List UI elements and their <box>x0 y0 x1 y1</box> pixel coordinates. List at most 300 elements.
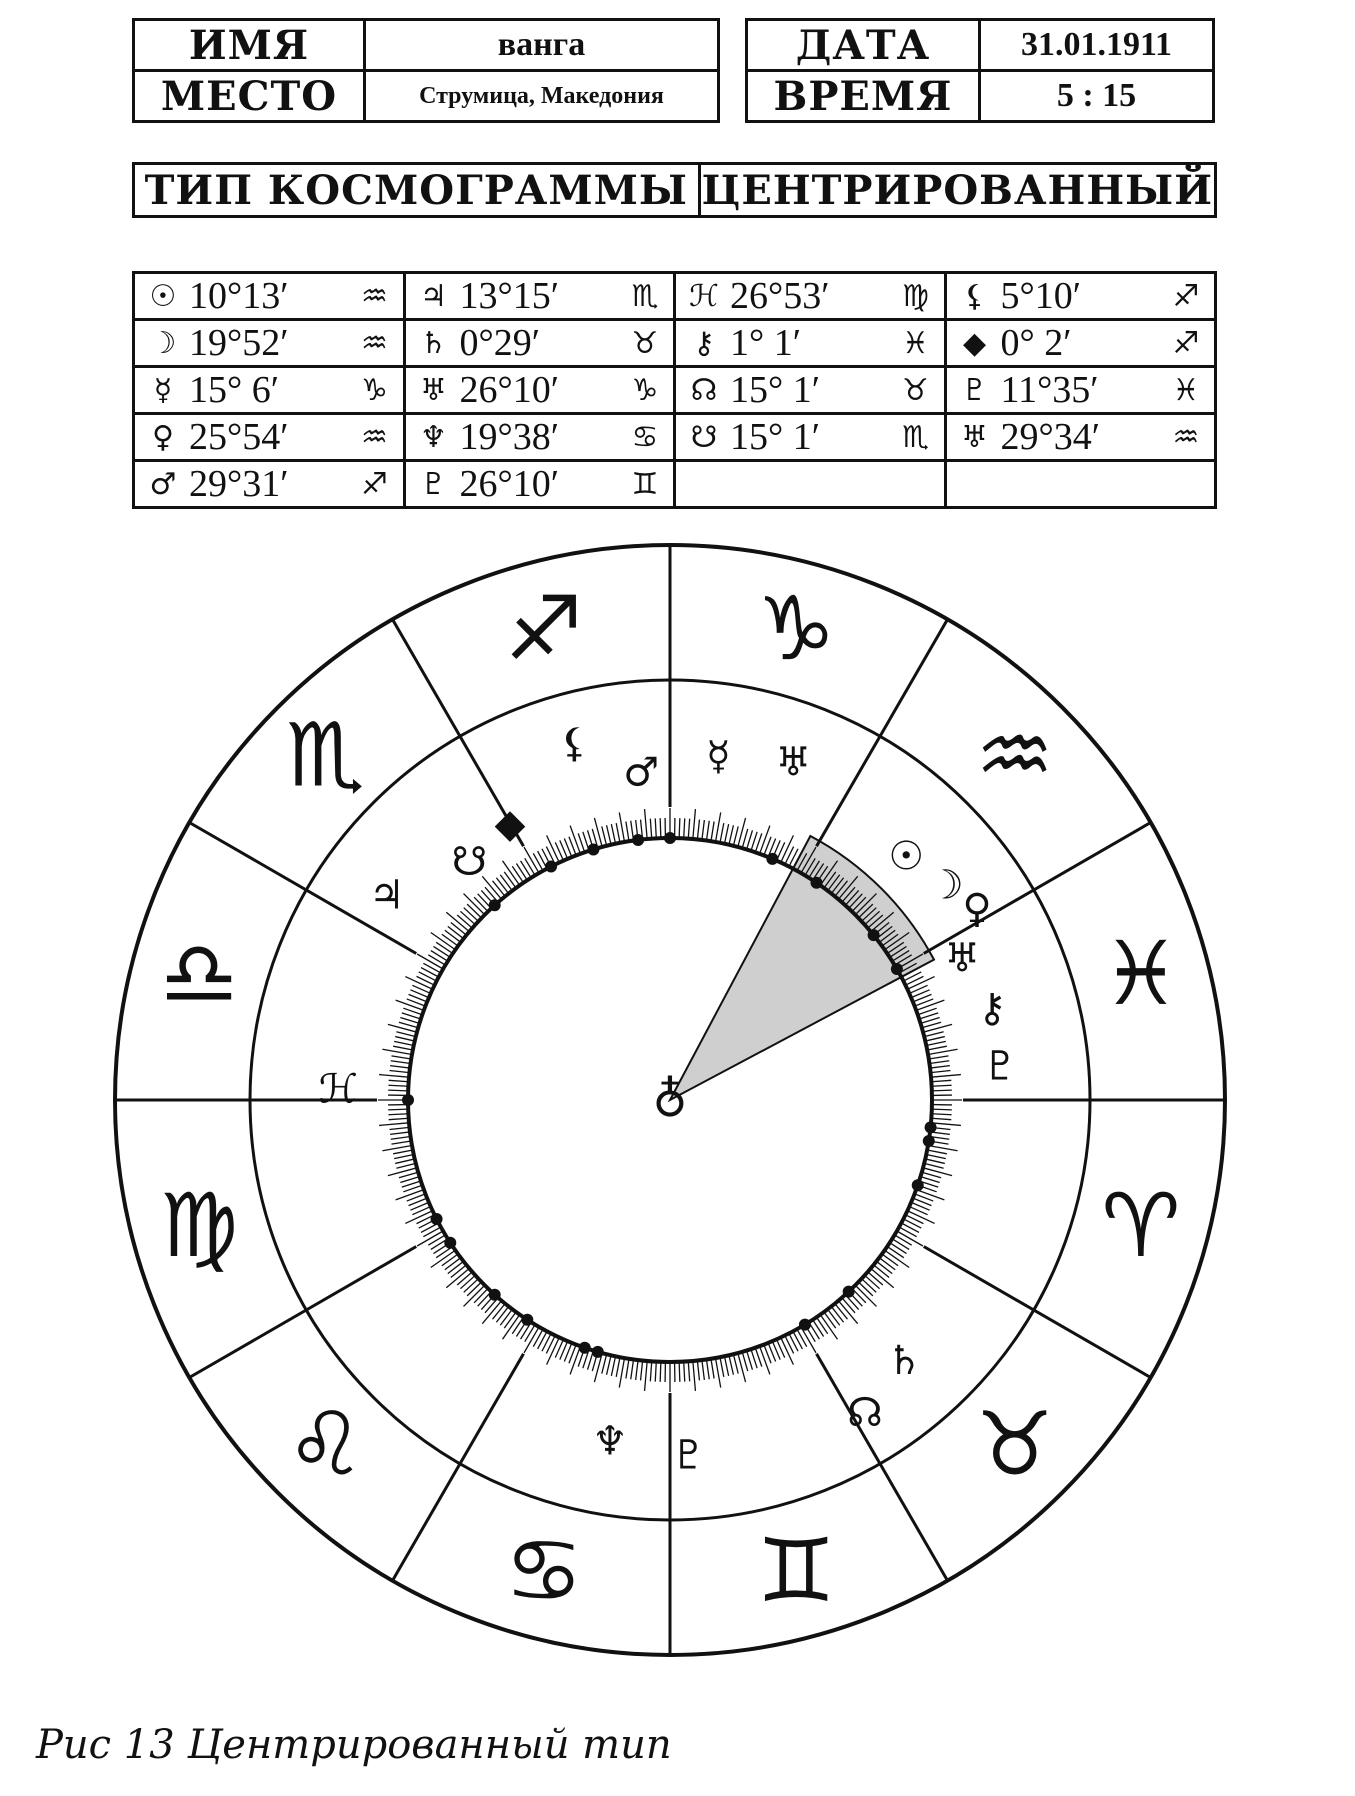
degree-tick <box>619 812 624 842</box>
degree-tick <box>702 820 704 840</box>
degree-tick <box>389 1118 409 1119</box>
north-node-icon: ☊ <box>847 1390 883 1437</box>
degree-tick <box>602 826 607 845</box>
degree-tick <box>611 1356 615 1376</box>
position-cell <box>404 320 675 367</box>
degree-tick <box>457 915 472 928</box>
degree-tick <box>388 1114 408 1115</box>
degree-tick <box>423 1227 440 1237</box>
proserpina-icon: ♇ <box>982 1043 1019 1090</box>
planet-dot <box>521 1314 533 1326</box>
planet-dot <box>925 1121 937 1133</box>
venus-icon: ♀ <box>962 886 992 933</box>
zodiac-sign-icon: ♊ <box>631 466 659 502</box>
planet-dot <box>843 1286 855 1298</box>
degree-tick <box>922 1172 941 1178</box>
degree-tick <box>390 1066 410 1068</box>
mercury-icon: ☿ <box>706 733 731 780</box>
degree-tick <box>729 1355 733 1374</box>
degree-tick <box>655 1362 656 1382</box>
degree-tick <box>876 1261 892 1273</box>
degree-tick <box>448 1261 464 1273</box>
position-degrees: 26°10′ <box>459 369 560 411</box>
degree-tick <box>616 1357 620 1377</box>
degree-tick <box>929 1056 949 1059</box>
degree-tick <box>405 1211 432 1224</box>
degree-tick <box>504 872 516 888</box>
degree-tick <box>442 1254 458 1266</box>
degree-tick <box>496 1306 508 1322</box>
degree-tick <box>419 972 437 981</box>
positions-row <box>134 414 1216 461</box>
zodiac-sign-icon: ♊ <box>756 1518 836 1622</box>
degree-tick <box>932 1114 952 1115</box>
degree-tick <box>895 1235 912 1245</box>
degree-tick <box>542 1333 551 1351</box>
position-degrees: 0° 2′ <box>1000 322 1072 364</box>
degree-tick <box>631 1359 634 1379</box>
degree-tick <box>899 1227 916 1237</box>
date-value: 31.01.1911 <box>980 20 1214 71</box>
zodiac-sign-icon: ♑ <box>361 372 388 408</box>
house-divider <box>817 619 948 846</box>
position-degrees: 26°53′ <box>730 275 830 317</box>
position-degrees: 15° 6′ <box>189 369 280 411</box>
degree-tick <box>431 951 448 962</box>
degree-tick <box>512 866 523 883</box>
degree-tick <box>433 946 450 957</box>
degree-tick <box>688 1361 689 1381</box>
time-value: 5 : 15 <box>980 71 1214 122</box>
degree-tick <box>395 1159 414 1163</box>
position-cell <box>675 414 946 461</box>
name-value: ванга <box>365 20 719 71</box>
cosmogram-wheel <box>100 540 1240 1680</box>
position-cell <box>404 367 675 414</box>
position-cell <box>945 273 1216 320</box>
degree-tick <box>390 1127 410 1129</box>
degree-tick <box>428 955 445 965</box>
lilith-icon: ⚸ <box>559 720 589 767</box>
cosmogram-type-value: ЦЕНТРИРОВАННЫЙ <box>699 164 1215 217</box>
degree-tick <box>645 1361 648 1391</box>
degree-tick <box>388 1085 408 1086</box>
positions-row <box>134 367 1216 414</box>
position-cell <box>945 320 1216 367</box>
position-cell <box>675 367 946 414</box>
zodiac-sign-icon: ♋ <box>504 1518 584 1622</box>
planet-glyph-icon: ℋ <box>689 278 719 314</box>
planet-glyph-icon: ☿ <box>153 372 173 408</box>
zodiac-sign-icon: ♉ <box>902 372 929 408</box>
planet-dot <box>489 1289 501 1301</box>
zodiac-sign-icon: ♒ <box>361 419 388 455</box>
mars-icon: ♂ <box>623 749 660 796</box>
zodiac-sign-icon: ♌ <box>285 1392 365 1496</box>
planet-glyph-icon: ♄ <box>420 325 447 361</box>
zodiac-sign-icon: ♑ <box>756 577 836 681</box>
degree-tick <box>907 1211 934 1224</box>
degree-tick <box>747 830 753 849</box>
jupiter-icon: ♃ <box>368 872 405 919</box>
planet-glyph-icon: ♅ <box>420 372 447 408</box>
position-degrees: 19°52′ <box>189 322 289 364</box>
degree-tick <box>760 826 770 854</box>
degree-tick <box>932 1085 952 1086</box>
degree-tick <box>733 1354 738 1373</box>
degree-tick <box>733 826 738 845</box>
degree-tick <box>460 1275 475 1288</box>
position-degrees: 15° 1′ <box>730 369 821 411</box>
zodiac-sign-icon: ♐ <box>361 466 388 502</box>
degree-tick <box>890 1243 907 1254</box>
degree-tick <box>423 963 440 973</box>
degree-tick <box>399 1022 418 1028</box>
degree-tick <box>474 897 488 911</box>
degree-tick <box>921 1177 940 1183</box>
planet-dot <box>632 834 644 846</box>
degree-tick <box>742 1352 748 1371</box>
degree-tick <box>747 1351 753 1370</box>
degree-tick <box>474 1288 488 1302</box>
planet-dot <box>587 843 599 855</box>
degree-tick <box>711 821 714 841</box>
degree-tick <box>697 820 699 840</box>
degree-tick <box>390 1132 410 1134</box>
degree-tick <box>500 875 512 891</box>
name-place-table <box>132 18 720 123</box>
degree-tick <box>570 826 580 854</box>
degree-tick <box>394 1154 414 1158</box>
zodiac-sign-icon: ♐ <box>504 577 584 681</box>
degree-tick <box>500 1309 512 1325</box>
planet-glyph-icon: ☽ <box>149 325 177 361</box>
hades-icon: ℋ <box>318 1066 358 1113</box>
degree-tick <box>442 934 458 946</box>
degree-tick <box>706 1359 709 1379</box>
position-cell <box>404 273 675 320</box>
zodiac-sign-icon: ♒ <box>1172 419 1200 455</box>
planet-glyph-icon: ♆ <box>420 419 447 455</box>
zodiac-sign-icon: ♉ <box>631 325 659 361</box>
degree-tick <box>679 818 680 838</box>
house-divider <box>817 1354 948 1581</box>
zodiac-sign-icon: ♈ <box>1101 1174 1181 1278</box>
degree-tick <box>391 1136 411 1139</box>
degree-tick <box>396 1163 415 1168</box>
degree-tick <box>724 824 728 844</box>
time-label: ВРЕМЯ <box>747 71 980 122</box>
degree-tick <box>879 1258 895 1270</box>
positions-row <box>134 320 1216 367</box>
degree-tick <box>619 1358 624 1388</box>
degree-tick <box>400 1177 419 1183</box>
degree-tick <box>858 1282 872 1296</box>
degree-tick <box>650 819 651 839</box>
planet-dot <box>402 1094 414 1106</box>
planet-glyph-icon: ◆ <box>962 325 987 361</box>
degree-tick <box>928 1049 958 1054</box>
position-degrees: 1° 1′ <box>730 322 802 364</box>
zodiac-sign-icon: ♏ <box>902 419 929 455</box>
degree-tick <box>388 1109 408 1110</box>
degree-tick <box>547 835 560 862</box>
planet-dot <box>489 899 501 911</box>
degree-tick <box>400 1018 419 1024</box>
degree-tick <box>641 1361 643 1381</box>
degree-tick <box>533 1329 543 1346</box>
degree-tick <box>460 911 475 924</box>
degree-tick <box>924 1032 943 1037</box>
degree-tick <box>399 1172 418 1178</box>
degree-tick <box>650 1361 651 1381</box>
degree-tick <box>835 1304 848 1320</box>
degree-tick <box>862 1279 877 1293</box>
degree-tick <box>428 1235 445 1245</box>
planet-dot <box>811 877 823 889</box>
figure-caption: Рис 13 Центрированный тип <box>36 1722 672 1768</box>
degree-tick <box>464 1279 479 1293</box>
degree-tick <box>813 1320 824 1337</box>
position-cell <box>675 320 946 367</box>
degree-tick <box>436 942 453 953</box>
degree-tick <box>925 1159 944 1163</box>
degree-tick <box>927 1150 947 1154</box>
degree-tick <box>925 1037 944 1041</box>
degree-tick <box>824 1312 836 1328</box>
planet-dot <box>923 1135 935 1147</box>
position-cell <box>134 320 405 367</box>
degree-tick <box>467 904 481 918</box>
degree-tick <box>817 1317 828 1334</box>
zodiac-sign-icon: ♑ <box>631 372 659 408</box>
zodiac-sign-icon: ♍ <box>159 1174 239 1278</box>
degree-tick <box>929 1061 949 1064</box>
uranus-icon: ♅ <box>775 739 812 786</box>
degree-tick <box>493 1304 506 1320</box>
planet-glyph-icon: ☊ <box>690 372 718 408</box>
degree-tick <box>926 1154 946 1158</box>
degree-tick <box>684 1362 685 1382</box>
degree-tick <box>655 818 656 838</box>
planet-dot <box>664 832 676 844</box>
position-cell <box>134 273 405 320</box>
degree-tick <box>828 1309 840 1325</box>
degree-tick <box>693 1361 696 1391</box>
south-node-icon: ☋ <box>451 838 488 885</box>
degree-tick <box>688 819 689 839</box>
degree-tick <box>887 1247 904 1258</box>
degree-tick <box>874 1265 890 1278</box>
degree-tick <box>389 1080 409 1081</box>
degree-tick <box>789 1333 798 1351</box>
degree-tick <box>393 1150 413 1154</box>
planet-glyph-icon: ♃ <box>420 278 447 314</box>
degree-tick <box>660 818 661 838</box>
position-degrees: 26°10′ <box>459 463 560 505</box>
degree-tick <box>742 829 748 848</box>
degree-tick <box>546 1335 555 1353</box>
planet-glyph-icon: ☋ <box>690 419 718 455</box>
degree-tick <box>892 1239 909 1250</box>
planet-glyph-icon: ♀ <box>152 419 174 455</box>
degree-tick <box>493 881 506 897</box>
degree-tick <box>379 1123 409 1126</box>
planet-glyph-icon: ♅ <box>961 419 988 455</box>
degree-tick <box>715 812 720 842</box>
degree-tick <box>868 1272 883 1285</box>
planet-dot <box>431 1213 443 1225</box>
degree-tick <box>547 1337 560 1364</box>
degree-tick <box>516 863 527 880</box>
degree-tick <box>396 1000 424 1010</box>
degree-tick <box>457 1272 472 1285</box>
degree-tick <box>916 1190 944 1200</box>
degree-tick <box>616 823 620 843</box>
positions-row <box>134 461 1216 508</box>
degree-tick <box>417 976 435 985</box>
degree-tick <box>931 1080 951 1081</box>
planet-dot <box>799 1319 811 1331</box>
zodiac-sign-icon: ♏ <box>285 703 365 807</box>
degree-tick <box>525 1325 535 1342</box>
position-cell <box>404 414 675 461</box>
degree-tick <box>395 1037 414 1041</box>
degree-tick <box>932 1109 952 1110</box>
zodiac-sign-icon: ♉ <box>975 1392 1055 1496</box>
degree-tick <box>611 824 615 844</box>
date-label: ДАТА <box>747 20 980 71</box>
position-degrees: 11°35′ <box>1000 369 1099 411</box>
degree-tick <box>882 1254 898 1266</box>
planet-dot <box>891 963 903 975</box>
degree-tick <box>451 923 467 936</box>
degree-tick <box>931 1118 951 1119</box>
degree-tick <box>405 977 432 990</box>
planet-glyph-icon: ⚸ <box>963 278 986 314</box>
position-degrees: 29°34′ <box>1000 416 1101 458</box>
degree-tick <box>922 1022 941 1028</box>
sun-icon: ☉ <box>888 833 925 880</box>
zodiac-sign-icon: ♋ <box>631 419 659 455</box>
degree-tick <box>932 1090 952 1091</box>
degree-tick <box>905 1215 923 1224</box>
degree-tick <box>926 1041 946 1045</box>
degree-tick <box>684 818 685 838</box>
degree-tick <box>448 926 464 938</box>
degree-tick <box>901 1223 919 1232</box>
degree-tick <box>905 976 923 985</box>
position-degrees: 25°54′ <box>189 416 289 458</box>
position-cell <box>675 461 946 508</box>
degree-tick <box>916 1000 944 1010</box>
planet-glyph-icon: ⚷ <box>693 325 715 361</box>
position-degrees: 5°10′ <box>1000 275 1082 317</box>
zodiac-sign-icon: ♐ <box>1172 278 1200 314</box>
zodiac-sign-icon: ♓ <box>902 325 929 361</box>
degree-tick <box>924 1163 943 1168</box>
degree-tick <box>379 1075 409 1078</box>
zodiac-sign-icon: ♒ <box>975 703 1055 807</box>
degree-tick <box>715 1358 720 1388</box>
place-label: МЕСТО <box>134 71 365 122</box>
degree-tick <box>496 878 508 894</box>
degree-tick <box>504 1312 516 1328</box>
degree-tick <box>396 1190 424 1200</box>
planet-dot <box>766 853 778 865</box>
degree-tick <box>388 1090 408 1091</box>
degree-tick <box>697 1361 699 1381</box>
center-glyph-icon: ♁ <box>652 1072 688 1128</box>
degree-tick <box>570 1346 580 1374</box>
neptune-icon: ♆ <box>591 1418 628 1465</box>
degree-tick <box>931 1075 961 1078</box>
degree-tick <box>602 1354 607 1373</box>
zodiac-sign-icon: ♒ <box>361 325 388 361</box>
position-cell <box>134 414 405 461</box>
degree-tick <box>781 835 794 862</box>
degree-tick <box>391 1141 411 1144</box>
degree-tick <box>533 853 543 870</box>
degree-tick <box>785 1335 794 1353</box>
cosmogram-type-label: ТИП КОСМОГРАММЫ <box>134 164 700 217</box>
degree-tick <box>711 1359 714 1379</box>
degree-tick <box>785 847 794 865</box>
saturn-icon: ♄ <box>886 1338 923 1385</box>
degree-tick <box>720 823 724 843</box>
planet-dot <box>592 1346 604 1358</box>
degree-tick <box>842 1298 855 1313</box>
degree-tick <box>724 1356 728 1376</box>
degree-tick <box>421 968 439 977</box>
degree-tick <box>391 1056 411 1059</box>
degree-tick <box>679 1362 680 1382</box>
degree-tick <box>660 1362 661 1382</box>
degree-tick <box>626 1359 629 1379</box>
degree-tick <box>706 821 709 841</box>
degree-tick <box>720 1357 724 1377</box>
planet-glyph-icon: ☉ <box>149 278 177 314</box>
degree-tick <box>391 1061 411 1064</box>
degree-tick <box>702 1360 704 1380</box>
degree-tick <box>781 1337 794 1364</box>
planet-dot <box>868 929 880 941</box>
degree-tick <box>607 1355 611 1374</box>
position-cell <box>945 367 1216 414</box>
planet-glyph-icon: ♇ <box>420 466 447 502</box>
degree-tick <box>907 977 934 990</box>
planet-glyph-icon: ♂ <box>149 466 177 502</box>
position-cell <box>945 461 1216 508</box>
degree-tick <box>931 1071 951 1073</box>
degree-tick <box>525 858 535 875</box>
position-degrees: 15° 1′ <box>730 416 821 458</box>
degree-tick <box>394 1041 414 1045</box>
degree-tick <box>393 1046 413 1050</box>
date-time-table <box>745 18 1215 123</box>
degree-tick <box>645 809 648 839</box>
degree-tick <box>390 1071 410 1073</box>
selena-icon: ◆ <box>494 800 526 847</box>
degree-tick <box>729 825 733 844</box>
planet-positions-table <box>132 271 1217 509</box>
degree-tick <box>797 1329 807 1346</box>
degree-tick <box>445 1258 461 1270</box>
position-degrees: 29°31′ <box>189 463 289 505</box>
place-value: Струмица, Македония <box>365 71 719 122</box>
zodiac-sign-icon: ♒ <box>361 278 388 314</box>
position-cell <box>134 461 405 508</box>
